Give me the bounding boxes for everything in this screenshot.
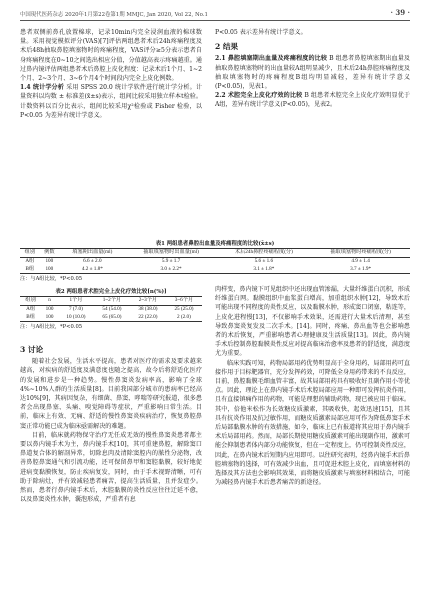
results-heading: 2 结果 [215,42,239,52]
page-number: · 39 · [390,8,410,17]
table-header-cell: 2~3个月 [130,297,166,306]
table-cell: 22 (22.0) [130,314,166,322]
table-1-grid [20,248,410,274]
left-column-top [20,28,202,120]
discussion-heading: 3 讨论 [20,345,44,354]
table-header-cell: 抽取填塞物时疼痛程度(分) [311,249,410,258]
table-cell: A组 [26,305,36,312]
table-cell: 5.9 ± 1.7 [161,257,181,264]
table-2 [20,285,202,332]
statistics-heading: 1.4 统计学分析 [20,84,65,92]
table-cell: 100 [40,266,60,274]
significance-line: P<0.05 表示差异有统计学意义。 [215,29,307,36]
running-header [20,8,410,21]
table-row [20,314,202,322]
table-header-cell: 填塞期出血量(ml) [59,249,125,258]
table-header-cell: 组别 [20,249,40,258]
table-header-cell: 1个月 [58,297,94,306]
discussion-paragraph: 肉样变，鼻内镜下可见组织中还出现血管渗漏，大量纤维蛋白沉积，形成纤维蛋白网。黏膜组织中血浆蛋白增高，加重组织水肿[12]，导致术后可能出现不同程度的炎性反应，以及黏膜水肿，形成窦口闭塞，粘连等，上皮化进程慢[13]，不仅影响手术效果，还需进行大量术后清理，甚至导致鼻窦炎复发及二次手术。[14]。同时，疼痛、鼻出血等也会影响患者的术后恢复，严重影响患者心理健康及生活质量[13]。因此，鼻内镜手术后控制鼻腔黏膜炎性反应对提高临床治愈率及患者的舒适度，满意度尤为重要。 [215,286,410,358]
table-cell: 7 (7.0) [69,305,83,312]
right-column-top [215,28,410,110]
table-2-header-row [20,297,202,306]
table-cell: 2 (2.0) [166,314,202,322]
table-cell: 10 (10.0) [58,314,94,322]
table-row [20,305,202,313]
result-2-2-body: B 组患者术腔完全上皮化疗效明显优于A组，差异有统计学意义(P<0.05)，见表2。 [215,92,410,109]
table-cell: B组 [20,266,40,274]
table-2-note: 注：与A组比较，*P<0.05 [20,324,83,331]
table-cell: B组 [20,314,41,322]
right-column-bottom [215,285,410,597]
discussion-paragraph: 随着社会发展，生活水平提高，患者对医疗的需求及要求越来越高，对疾病的舒适度及满意度也随之提高，故今后将舒适化医疗的发展和进步是一种趋势。慢性鼻窦炎发病率高，影响了全球4%~10%人群的生活质量[8]。目前我国部分城市的患病率已经高达10%[9]，其病因复杂，有细菌、鼻窦、哮喘等研究报道，很多患者会出现鼻塞、头痛、嗅觉障碍等症状，严重影响日常生活。目前，临床上有效、无痛、舒适的慢性鼻窦炎疾病治疗，恢复鼻腔鼻窦正常功能已成为临床亟需解决的难题。 [20,358,202,430]
table-cell: A组 [25,257,35,264]
table-header-cell: 抽取填塞物时出血量(ml) [126,249,217,258]
table-1-title: 表1 两组患者鼻腔出血量及疼痛程度的比较(x̄±s) [155,241,275,247]
table-cell: 54 (54.0) [102,305,122,312]
table-cell: 3.7 ± 1.9* [311,266,410,274]
table-cell: 4.9 ± 1.4 [351,257,370,264]
table-cell: 38 (38.0) [138,305,158,312]
left-column-bottom [20,340,202,595]
table-row [20,266,410,274]
table-header-cell: 例数 [40,249,60,258]
statistics-body: 采用 SPSS 20.0 统计学软件进行统计学分析。计量资料以均数 ± 标准差(x̄±s)表示，组间比较采用独立样本t检验。计数资料以百分比表示，组间比较采用χ²检验或 Fisher 检验，以P<0.05 为差异有统计学意义。 [20,84,202,119]
result-2-1-paragraph [215,54,410,91]
table-cell: 3.1 ± 1.8* [217,266,312,274]
table-cell: 25 (25.0) [174,305,194,312]
table-cell: 4.2 ± 1.8* [59,266,125,274]
table-1-note: 注：与A组比较，*P<0.05 [20,276,83,283]
table-1-header-row [20,249,410,258]
discussion-paragraph: 目前，临床就药物保守治疗无任成无效的慢性鼻窦炎患者都主要以鼻内镜手术为主，鼻内镜手术[10]，其可重建鼻腔，解除窦口鼻道复合体的解剖异常，切除息肉及清除窦腔内的脓性分泌物，改善鼻腔鼻窦通气和引流功能，还可保留鼻甲和窦腔黏膜，较好地促进病变黏膜恢复，防止疾病复发，同时，由于手术视野清晰，可有助于除病灶，并有效减轻患者痛苦，提高生活质量，且并发症少。然而，患者行鼻内镜手术后，术腔黏膜的炎性反应往往迁延不愈，以及鼻窦炎性水肿，囊泡形成，严重者有息 [20,431,202,504]
result-2-2-heading: 2.2 术腔完全上皮化疗效的比较 [215,92,303,100]
table-cell: 3.0 ± 2.2* [126,266,217,274]
result-2-1-heading: 2.1 鼻腔填塞期出血量及疼痛程度的比较 [215,55,328,63]
table-2-title: 表2 两组患者术腔完全上皮化疗效比较[n(%)] [55,289,167,295]
table-header-cell: 3~6个月 [166,297,202,306]
result-2-2-paragraph [215,91,410,109]
table-cell: 100 [45,257,54,264]
table-cell: 5.6 ± 1.6 [254,257,274,264]
result-2-1-body: B 组患者鼻腔填塞期出血量及抽取鼻腔填塞物时的出血量较A组明显减少，且术后24h鼻腔疼痛程度及抽取填塞物时的疼痛程度B组均明显减轻，差异有统计学意义(P<0.05)，见表1。 [215,55,410,91]
table-header-cell: 术后24h鼻腔疼痛程度(分) [217,249,312,258]
discussion-paragraph: 临床实践可知，药物局部用药优势明显高于全身用药，局部用药可直接作用于目标靶器官，充分发挥药效，可降低全身用药带来的不良反应，目前，鼻腔黏膜毛细血管丰富，故其局部用药具有吸收好且副作用小等优点。因此，理论上在鼻内镜手术后术腔局部应用一种即可发挥抗炎作用，且有直接镇痛作用的药物，可能是理想的辅助药物，现已被应用于临床。其中，倍他米松作为长效糖皮质激素，其吸收快，起效迅速[15]，且其具有抗炎作用及抗过敏作用，而糖皮质激素局部应用可作为降低鼻窦手术后局部黏膜水肿的有效措施，如今，临床上已有报道将其应用于鼻内镜手术后局部用药。然而，局部长期使用糖皮质激素可能出现副作用，激素可能会抑制患者体内部分功能恢复，但在一定程度上，仍可控制炎性反应，因此，在鼻内镜术后短期内应用即可。以往研究表明，经鼻内镜手术后鼻腔填塞物的选择，可有效减少出血，且可促进术腔上皮化，而填塞材料的选择及其方法也会影响其效果，而将糖皮质激素与填塞材料相结合，可能为减轻鼻内镜手术后患者痛苦的新途径。 [215,359,410,487]
table-2-grid [20,296,202,322]
statistics-paragraph [20,83,202,120]
table-header-cell: n [41,297,58,306]
journal-citation: 中国現代医药杂志 2020年1月第22卷第1期 MMJC, Jan 2020, Vol 22, No.1 [20,12,208,18]
table-header-cell: 1~2个月 [94,297,130,306]
table-cell: 65 (65.0) [94,314,130,322]
table-cell: 100 [41,314,58,322]
table-cell: 6.6 ± 2.0 [83,257,102,264]
table-cell: 100 [45,305,54,312]
table-row [20,257,410,265]
methods-paragraph: 患者双侧前鼻孔放置棉球，记录10min内完全浸润血液的棉球数量。采用视觉模拟评分(VAS)[7]评估两组患者术后24h疼痛程度及术后48h抽取鼻腔填塞物时的疼痛程度，VAS评分≥5分表示患者自身疼痛程度在0~10之间选出相应分值，分值越高表示疼痛越重。通过鼻内镜评估两组患者术后鼻腔上皮化程度：记录术后1个月、1~2个月、2~3个月、3~6个月4个时间段内完全上皮化例数。 [20,29,202,83]
table-header-cell: 组别 [20,297,41,306]
table-1 [20,237,410,284]
